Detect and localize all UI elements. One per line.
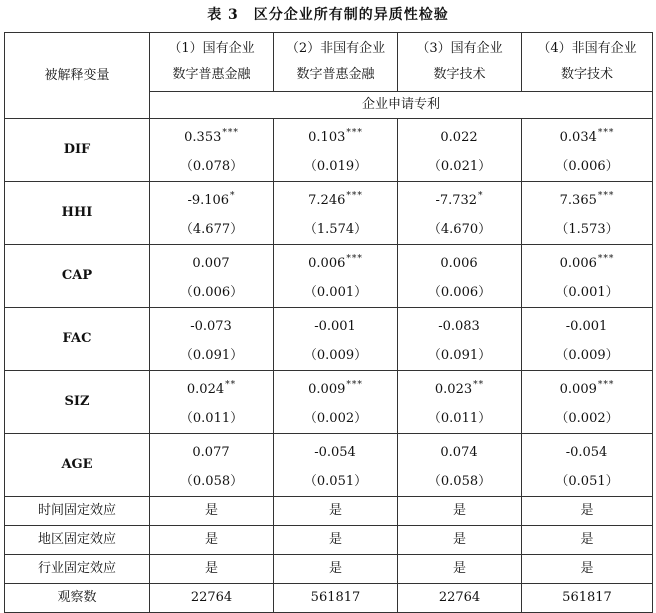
coefficient: 0.022 — [440, 130, 478, 145]
fixed-effect-value: 是 — [398, 526, 522, 555]
coefficient-cell — [274, 182, 398, 245]
column-header: （3）国有企业 数字技术 — [398, 33, 522, 92]
table-row — [5, 371, 653, 434]
standard-error: （0.091） — [179, 348, 244, 363]
coefficient: 0.074 — [440, 445, 478, 460]
standard-error: （0.051） — [303, 474, 368, 489]
standard-error: （0.021） — [427, 159, 492, 174]
row-label-header: 被解释变量 — [5, 33, 150, 119]
observations-value: 22764 — [150, 584, 274, 613]
column-header: （2）非国有企业 数字普惠金融 — [274, 33, 398, 92]
coefficient: -0.054 — [314, 445, 356, 460]
fixed-effect-name: 行业固定效应 — [5, 555, 150, 584]
standard-error: （0.002） — [555, 411, 619, 426]
table-row — [5, 182, 653, 245]
standard-error: （1.573） — [555, 222, 619, 237]
coefficient: 0.077 — [192, 445, 230, 460]
coefficient: -9.106 — [187, 193, 230, 208]
coefficient: 0.103 — [308, 130, 346, 145]
significance-stars: * — [230, 191, 236, 201]
coefficient-cell — [274, 371, 398, 434]
fixed-effect-value: 是 — [150, 555, 274, 584]
coefficient: -7.732 — [435, 193, 478, 208]
significance-stars: *** — [346, 191, 363, 201]
fixed-effect-row — [5, 526, 653, 555]
significance-stars: *** — [346, 254, 363, 264]
standard-error: （0.011） — [179, 411, 244, 426]
variable-name: HHI — [5, 182, 150, 245]
standard-error: （0.006） — [179, 285, 244, 300]
fixed-effect-value: 是 — [398, 497, 522, 526]
coefficient-cell — [522, 119, 653, 182]
significance-stars: *** — [222, 128, 239, 138]
fixed-effect-row — [5, 497, 653, 526]
column-header: （1）国有企业 数字普惠金融 — [150, 33, 274, 92]
standard-error: （0.002） — [303, 411, 368, 426]
significance-stars: *** — [597, 191, 615, 201]
table-row — [5, 119, 653, 182]
standard-error: （0.001） — [303, 285, 368, 300]
coefficient: -0.001 — [314, 319, 356, 334]
coefficient-cell — [522, 182, 653, 245]
dependent-variable-label: 企业申请专利 — [150, 92, 653, 119]
variable-name: CAP — [5, 245, 150, 308]
coefficient-cell — [522, 245, 653, 308]
variable-name: DIF — [5, 119, 150, 182]
coefficient-cell — [150, 182, 274, 245]
coefficient: 7.246 — [308, 193, 346, 208]
variable-name: AGE — [5, 434, 150, 497]
fixed-effect-row — [5, 555, 653, 584]
fixed-effect-name: 地区固定效应 — [5, 526, 150, 555]
regression-table — [4, 32, 653, 613]
fixed-effect-name: 时间固定效应 — [5, 497, 150, 526]
standard-error: （4.670） — [427, 222, 492, 237]
table-row — [5, 245, 653, 308]
fixed-effect-value: 是 — [274, 555, 398, 584]
coefficient: 0.006 — [440, 256, 478, 271]
significance-stars: * — [478, 191, 484, 201]
standard-error: （0.091） — [427, 348, 492, 363]
standard-error: （0.019） — [303, 159, 368, 174]
observations-value: 22764 — [398, 584, 522, 613]
coefficient-cell — [150, 371, 274, 434]
significance-stars: ** — [225, 380, 237, 390]
fixed-effect-value: 是 — [274, 526, 398, 555]
coefficient-cell — [398, 308, 522, 371]
coefficient-cell — [274, 434, 398, 497]
coefficient-cell — [522, 371, 653, 434]
coefficient: 0.007 — [192, 256, 230, 271]
standard-error: （0.051） — [555, 474, 619, 489]
column-header: （4）非国有企业 数字技术 — [522, 33, 653, 92]
variable-name: SIZ — [5, 371, 150, 434]
fixed-effect-value: 是 — [150, 526, 274, 555]
coefficient-cell — [274, 308, 398, 371]
standard-error: （0.006） — [555, 159, 619, 174]
coefficient-cell — [522, 308, 653, 371]
standard-error: （0.058） — [427, 474, 492, 489]
standard-error: （0.078） — [179, 159, 244, 174]
coefficient: -0.073 — [190, 319, 232, 334]
standard-error: （1.574） — [303, 222, 368, 237]
fixed-effect-value: 是 — [522, 555, 653, 584]
observations-row — [5, 584, 653, 613]
coefficient: 0.353 — [184, 130, 222, 145]
observations-value: 561817 — [522, 584, 653, 613]
standard-error: （4.677） — [179, 222, 244, 237]
standard-error: （0.058） — [179, 474, 244, 489]
table-row — [5, 308, 653, 371]
standard-error: （0.001） — [555, 285, 619, 300]
observations-label: 观察数 — [5, 584, 150, 613]
significance-stars: *** — [346, 380, 363, 390]
fixed-effect-value: 是 — [274, 497, 398, 526]
fixed-effect-value: 是 — [398, 555, 522, 584]
fixed-effect-value: 是 — [150, 497, 274, 526]
standard-error: （0.006） — [427, 285, 492, 300]
coefficient: 0.006 — [559, 256, 597, 271]
standard-error: （0.009） — [303, 348, 368, 363]
observations-value: 561817 — [274, 584, 398, 613]
coefficient-cell — [398, 119, 522, 182]
coefficient: 0.024 — [186, 382, 225, 397]
fixed-effect-value: 是 — [522, 526, 653, 555]
significance-stars: *** — [597, 128, 615, 138]
standard-error: （0.009） — [555, 348, 619, 363]
coefficient-cell — [398, 245, 522, 308]
coefficient: -0.001 — [565, 319, 608, 334]
coefficient: 0.034 — [559, 130, 597, 145]
significance-stars: *** — [346, 128, 363, 138]
coefficient-cell — [150, 434, 274, 497]
coefficient-cell — [274, 245, 398, 308]
coefficient: 0.009 — [308, 382, 346, 397]
coefficient-cell — [398, 434, 522, 497]
coefficient: 0.006 — [308, 256, 346, 271]
variable-name: FAC — [5, 308, 150, 371]
coefficient-cell — [274, 119, 398, 182]
coefficient: 0.009 — [559, 382, 597, 397]
coefficient-cell — [150, 308, 274, 371]
coefficient: 0.023 — [434, 382, 473, 397]
significance-stars: *** — [597, 254, 615, 264]
table-row — [5, 434, 653, 497]
coefficient: 7.365 — [559, 193, 597, 208]
significance-stars: *** — [597, 380, 615, 390]
coefficient-cell — [398, 182, 522, 245]
coefficient: -0.054 — [565, 445, 608, 460]
coefficient-cell — [398, 371, 522, 434]
coefficient: -0.083 — [438, 319, 480, 334]
significance-stars: ** — [473, 380, 485, 390]
header-row — [5, 33, 653, 92]
coefficient-cell — [150, 245, 274, 308]
fixed-effect-value: 是 — [522, 497, 653, 526]
coefficient-cell — [150, 119, 274, 182]
table-title: 表 3 区分企业所有制的异质性检验 — [207, 7, 449, 23]
standard-error: （0.011） — [427, 411, 492, 426]
coefficient-cell — [522, 434, 653, 497]
